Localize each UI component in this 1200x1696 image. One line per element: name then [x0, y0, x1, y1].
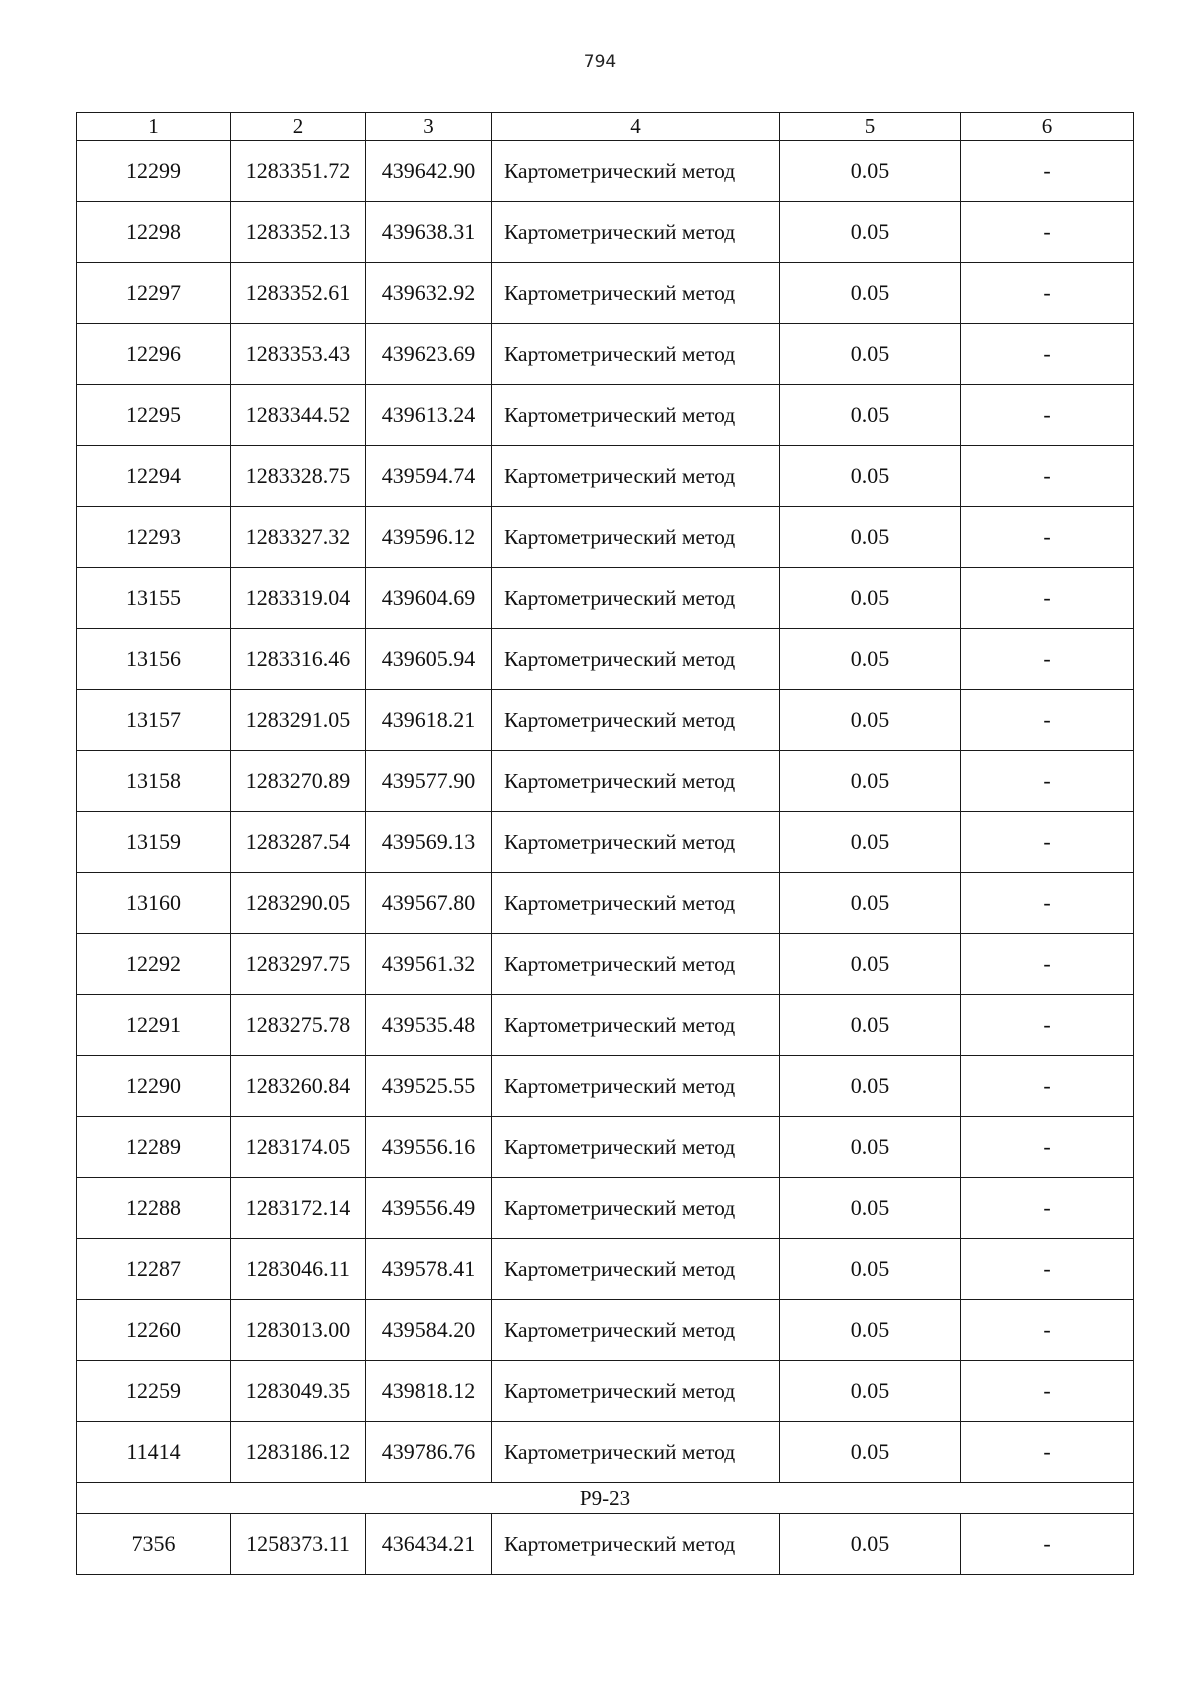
- accuracy-cell: 0.05: [780, 629, 961, 690]
- method-cell: Картометрический метод: [492, 751, 780, 812]
- point-number-cell: 13156: [77, 629, 231, 690]
- method-cell: Картометрический метод: [492, 629, 780, 690]
- accuracy-cell: 0.05: [780, 1239, 961, 1300]
- note-cell: -: [961, 568, 1134, 629]
- note-cell: -: [961, 1300, 1134, 1361]
- point-number-cell: 7356: [77, 1514, 231, 1575]
- table-row: [77, 141, 1134, 202]
- x-coordinate-cell: 1283275.78: [231, 995, 366, 1056]
- x-coordinate-cell: 1283013.00: [231, 1300, 366, 1361]
- note-cell: -: [961, 1514, 1134, 1575]
- y-coordinate-cell: 439556.16: [366, 1117, 492, 1178]
- note-cell: -: [961, 1178, 1134, 1239]
- method-cell: Картометрический метод: [492, 446, 780, 507]
- note-cell: -: [961, 202, 1134, 263]
- method-cell: Картометрический метод: [492, 1239, 780, 1300]
- table-row: [77, 446, 1134, 507]
- x-coordinate-cell: 1283351.72: [231, 141, 366, 202]
- table-row: [77, 690, 1134, 751]
- x-coordinate-cell: 1283046.11: [231, 1239, 366, 1300]
- method-cell: Картометрический метод: [492, 263, 780, 324]
- x-coordinate-cell: 1283049.35: [231, 1361, 366, 1422]
- table-row: [77, 263, 1134, 324]
- y-coordinate-cell: 439525.55: [366, 1056, 492, 1117]
- table-row: [77, 629, 1134, 690]
- point-number-cell: 12296: [77, 324, 231, 385]
- method-cell: Картометрический метод: [492, 995, 780, 1056]
- x-coordinate-cell: 1283172.14: [231, 1178, 366, 1239]
- table-row: [77, 1239, 1134, 1300]
- accuracy-cell: 0.05: [780, 507, 961, 568]
- accuracy-cell: 0.05: [780, 568, 961, 629]
- y-coordinate-cell: 439618.21: [366, 690, 492, 751]
- point-number-cell: 12260: [77, 1300, 231, 1361]
- method-cell: Картометрический метод: [492, 1422, 780, 1483]
- note-cell: -: [961, 446, 1134, 507]
- accuracy-cell: 0.05: [780, 751, 961, 812]
- point-number-cell: 13160: [77, 873, 231, 934]
- point-number-cell: 13159: [77, 812, 231, 873]
- note-cell: -: [961, 1239, 1134, 1300]
- y-coordinate-cell: 439604.69: [366, 568, 492, 629]
- column-header: 2: [231, 113, 366, 141]
- accuracy-cell: 0.05: [780, 263, 961, 324]
- method-cell: Картометрический метод: [492, 1514, 780, 1575]
- point-number-cell: 12299: [77, 141, 231, 202]
- y-coordinate-cell: 439567.80: [366, 873, 492, 934]
- method-cell: Картометрический метод: [492, 1300, 780, 1361]
- method-cell: Картометрический метод: [492, 1056, 780, 1117]
- note-cell: -: [961, 1361, 1134, 1422]
- point-number-cell: 12289: [77, 1117, 231, 1178]
- y-coordinate-cell: 439569.13: [366, 812, 492, 873]
- y-coordinate-cell: 439786.76: [366, 1422, 492, 1483]
- method-cell: Картометрический метод: [492, 1178, 780, 1239]
- note-cell: -: [961, 141, 1134, 202]
- x-coordinate-cell: 1283316.46: [231, 629, 366, 690]
- note-cell: -: [961, 507, 1134, 568]
- table-row: [77, 995, 1134, 1056]
- accuracy-cell: 0.05: [780, 202, 961, 263]
- table-row: [77, 934, 1134, 995]
- y-coordinate-cell: 439535.48: [366, 995, 492, 1056]
- note-cell: -: [961, 1117, 1134, 1178]
- method-cell: Картометрический метод: [492, 1117, 780, 1178]
- note-cell: -: [961, 873, 1134, 934]
- note-cell: -: [961, 995, 1134, 1056]
- x-coordinate-cell: 1283270.89: [231, 751, 366, 812]
- column-header: 4: [492, 113, 780, 141]
- y-coordinate-cell: 439577.90: [366, 751, 492, 812]
- y-coordinate-cell: 439578.41: [366, 1239, 492, 1300]
- accuracy-cell: 0.05: [780, 141, 961, 202]
- method-cell: Картометрический метод: [492, 568, 780, 629]
- table-row: [77, 1300, 1134, 1361]
- accuracy-cell: 0.05: [780, 995, 961, 1056]
- section-title: P9-23: [77, 1483, 1134, 1514]
- x-coordinate-cell: 1283186.12: [231, 1422, 366, 1483]
- x-coordinate-cell: 1283291.05: [231, 690, 366, 751]
- note-cell: -: [961, 1422, 1134, 1483]
- note-cell: -: [961, 751, 1134, 812]
- method-cell: Картометрический метод: [492, 690, 780, 751]
- x-coordinate-cell: 1258373.11: [231, 1514, 366, 1575]
- note-cell: -: [961, 690, 1134, 751]
- accuracy-cell: 0.05: [780, 1056, 961, 1117]
- table-row: [77, 385, 1134, 446]
- point-number-cell: 12259: [77, 1361, 231, 1422]
- table-row: [77, 1361, 1134, 1422]
- table-row: [77, 507, 1134, 568]
- accuracy-cell: 0.05: [780, 385, 961, 446]
- method-cell: Картометрический метод: [492, 1361, 780, 1422]
- point-number-cell: 12297: [77, 263, 231, 324]
- section-header-row: [77, 1483, 1134, 1514]
- accuracy-cell: 0.05: [780, 1300, 961, 1361]
- point-number-cell: 12288: [77, 1178, 231, 1239]
- x-coordinate-cell: 1283290.05: [231, 873, 366, 934]
- x-coordinate-cell: 1283328.75: [231, 446, 366, 507]
- y-coordinate-cell: 439561.32: [366, 934, 492, 995]
- accuracy-cell: 0.05: [780, 1422, 961, 1483]
- point-number-cell: 12287: [77, 1239, 231, 1300]
- y-coordinate-cell: 439638.31: [366, 202, 492, 263]
- table-row: [77, 1514, 1134, 1575]
- y-coordinate-cell: 439632.92: [366, 263, 492, 324]
- y-coordinate-cell: 439818.12: [366, 1361, 492, 1422]
- point-number-cell: 12295: [77, 385, 231, 446]
- y-coordinate-cell: 439596.12: [366, 507, 492, 568]
- table-row: [77, 751, 1134, 812]
- method-cell: Картометрический метод: [492, 934, 780, 995]
- y-coordinate-cell: 439584.20: [366, 1300, 492, 1361]
- method-cell: Картометрический метод: [492, 385, 780, 446]
- accuracy-cell: 0.05: [780, 690, 961, 751]
- y-coordinate-cell: 439556.49: [366, 1178, 492, 1239]
- x-coordinate-cell: 1283260.84: [231, 1056, 366, 1117]
- point-number-cell: 11414: [77, 1422, 231, 1483]
- accuracy-cell: 0.05: [780, 1361, 961, 1422]
- accuracy-cell: 0.05: [780, 812, 961, 873]
- x-coordinate-cell: 1283344.52: [231, 385, 366, 446]
- accuracy-cell: 0.05: [780, 873, 961, 934]
- page-number: 794: [583, 52, 617, 72]
- table-header-row: [77, 113, 1134, 141]
- point-number-cell: 12293: [77, 507, 231, 568]
- note-cell: -: [961, 934, 1134, 995]
- accuracy-cell: 0.05: [780, 324, 961, 385]
- table-row: [77, 1117, 1134, 1178]
- point-number-cell: 12291: [77, 995, 231, 1056]
- x-coordinate-cell: 1283327.32: [231, 507, 366, 568]
- x-coordinate-cell: 1283352.13: [231, 202, 366, 263]
- y-coordinate-cell: 439642.90: [366, 141, 492, 202]
- accuracy-cell: 0.05: [780, 1178, 961, 1239]
- point-number-cell: 12292: [77, 934, 231, 995]
- accuracy-cell: 0.05: [780, 1514, 961, 1575]
- column-header: 1: [77, 113, 231, 141]
- accuracy-cell: 0.05: [780, 446, 961, 507]
- y-coordinate-cell: 439623.69: [366, 324, 492, 385]
- x-coordinate-cell: 1283287.54: [231, 812, 366, 873]
- point-number-cell: 13158: [77, 751, 231, 812]
- x-coordinate-cell: 1283352.61: [231, 263, 366, 324]
- table-row: [77, 1422, 1134, 1483]
- method-cell: Картометрический метод: [492, 812, 780, 873]
- point-number-cell: 12294: [77, 446, 231, 507]
- accuracy-cell: 0.05: [780, 934, 961, 995]
- note-cell: -: [961, 812, 1134, 873]
- method-cell: Картометрический метод: [492, 324, 780, 385]
- y-coordinate-cell: 439594.74: [366, 446, 492, 507]
- table-row: [77, 873, 1134, 934]
- table-row: [77, 1178, 1134, 1239]
- table-row: [77, 202, 1134, 263]
- table-row: [77, 324, 1134, 385]
- table-row: [77, 1056, 1134, 1117]
- x-coordinate-cell: 1283174.05: [231, 1117, 366, 1178]
- y-coordinate-cell: 436434.21: [366, 1514, 492, 1575]
- table-row: [77, 812, 1134, 873]
- point-number-cell: 12298: [77, 202, 231, 263]
- column-header: 3: [366, 113, 492, 141]
- point-number-cell: 12290: [77, 1056, 231, 1117]
- column-header: 6: [961, 113, 1134, 141]
- note-cell: -: [961, 324, 1134, 385]
- note-cell: -: [961, 385, 1134, 446]
- accuracy-cell: 0.05: [780, 1117, 961, 1178]
- note-cell: -: [961, 1056, 1134, 1117]
- y-coordinate-cell: 439605.94: [366, 629, 492, 690]
- note-cell: -: [961, 263, 1134, 324]
- y-coordinate-cell: 439613.24: [366, 385, 492, 446]
- point-number-cell: 13155: [77, 568, 231, 629]
- method-cell: Картометрический метод: [492, 202, 780, 263]
- table-row: [77, 568, 1134, 629]
- point-number-cell: 13157: [77, 690, 231, 751]
- x-coordinate-cell: 1283319.04: [231, 568, 366, 629]
- column-header: 5: [780, 113, 961, 141]
- x-coordinate-cell: 1283297.75: [231, 934, 366, 995]
- method-cell: Картометрический метод: [492, 141, 780, 202]
- method-cell: Картометрический метод: [492, 873, 780, 934]
- method-cell: Картометрический метод: [492, 507, 780, 568]
- coordinates-table: [76, 112, 1134, 1575]
- x-coordinate-cell: 1283353.43: [231, 324, 366, 385]
- note-cell: -: [961, 629, 1134, 690]
